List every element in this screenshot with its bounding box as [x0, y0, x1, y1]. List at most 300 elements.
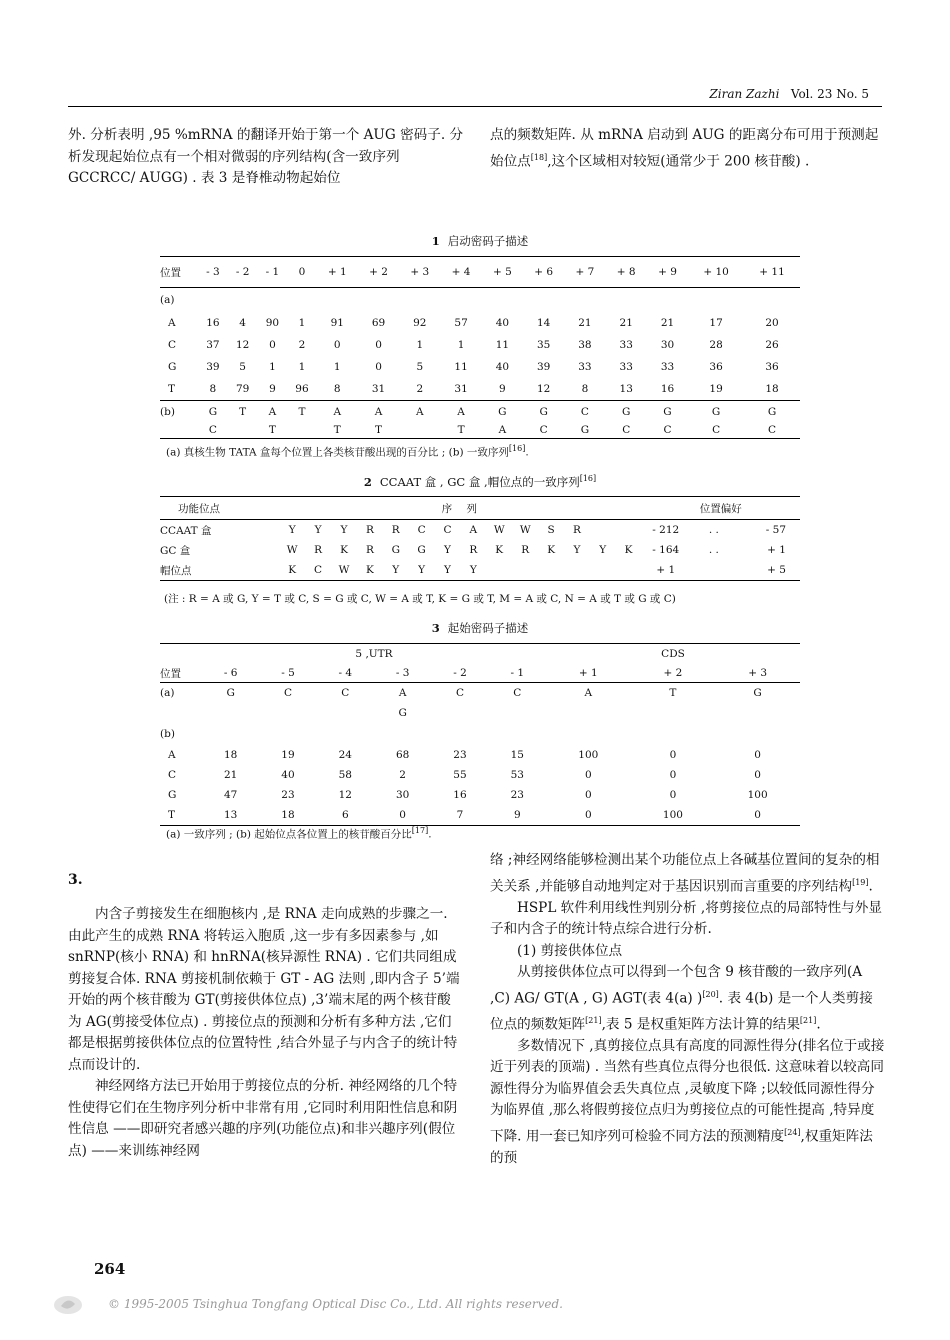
table-cell: A [482, 422, 523, 439]
table-cell: 23 [281, 789, 295, 801]
table-cell: + 4 [440, 257, 481, 288]
table-cell: C [647, 422, 688, 439]
table-cell: 21 [660, 317, 675, 329]
table-cell [546, 703, 631, 723]
page-number: 264 [94, 1260, 126, 1278]
table-cell: 69 [371, 317, 386, 329]
table-cell: G [208, 405, 218, 418]
table-row [160, 785, 800, 805]
table-cell: 40 [495, 361, 510, 373]
table-cell: 92 [413, 317, 427, 329]
table-cell: C [283, 687, 293, 699]
table-cell: - 6 [202, 664, 259, 683]
paragraph: 络 ;神经网络能够检测出某个功能位点上各碱基位置间的复杂的相关关系 ,并能够自动地判定对于基因识别而言重要的序列结构[19]. [490, 852, 880, 895]
table-cell: 33 [578, 361, 592, 373]
table-cell [399, 422, 440, 439]
table-cell: 23 [510, 789, 524, 801]
table-cell: Y [314, 524, 322, 536]
table-cell: . . [708, 544, 719, 556]
table-row [160, 257, 800, 288]
table-cell: - 164 [652, 544, 680, 556]
table-cell: + 5 [738, 560, 800, 581]
table-cell: 5 ,UTR [202, 644, 546, 665]
table-cell: CCAAT 盒 [160, 524, 212, 537]
table-cell: G [663, 405, 672, 418]
table-row [160, 723, 800, 745]
table-cell: 33 [660, 361, 675, 373]
table-cell: 39 [206, 361, 220, 373]
table-cell: 1 [298, 317, 306, 329]
table-cell [590, 560, 616, 581]
table-row [160, 401, 800, 423]
table-cell [564, 560, 590, 581]
table-cell: 13 [202, 805, 259, 826]
table-cell: W [331, 560, 357, 581]
table-cell: 20 [765, 317, 779, 329]
table-cell: G [398, 707, 407, 719]
table-cell: CDS [546, 644, 800, 665]
table-cell [287, 288, 316, 313]
table-cell: C [341, 687, 350, 699]
table-cell: C [606, 422, 647, 439]
table-cell: C [443, 524, 452, 536]
table1 [160, 256, 800, 439]
table-cell: 18 [744, 378, 800, 401]
table-cell: G [753, 687, 762, 699]
table-cell [287, 422, 316, 439]
table-cell: 90 [265, 317, 280, 329]
table-cell: 序 列 [279, 497, 641, 520]
table-cell: G [226, 687, 235, 699]
table-cell: A [457, 405, 465, 418]
table-cell: A [374, 405, 383, 418]
table-cell [489, 703, 546, 723]
table-cell: G [168, 361, 177, 373]
table-cell: - 5 [259, 664, 316, 683]
paragraph: 从剪接供体位点可以得到一个包含 9 核苷酸的一致序列(A ,C) AG/ GT(A , G) AGT(表 4(a) )[20]. 表 4(b) 是一个人类剪接位点的频数矩阵[21],表 5 是权重矩阵方法计算的结果[21]. [490, 964, 873, 1033]
table-cell: 9 [489, 805, 546, 826]
table-cell: (b) [160, 405, 175, 418]
table-cell: G [498, 405, 507, 418]
table-cell: - 2 [228, 257, 258, 288]
running-header [0, 87, 869, 101]
table-cell [606, 288, 647, 313]
table-cell: 30 [395, 789, 410, 801]
table-cell: 33 [619, 339, 633, 351]
table-cell [259, 723, 316, 745]
table-cell: 0 [333, 339, 341, 351]
table-cell [590, 520, 616, 541]
table-cell: 68 [395, 749, 410, 761]
table-cell: + 6 [523, 257, 564, 288]
table-cell: 53 [510, 769, 524, 781]
table-cell [512, 560, 538, 581]
table-cell [688, 288, 744, 313]
bottom-left-column [68, 904, 464, 1162]
table-cell [564, 288, 605, 313]
table-cell: K [495, 544, 504, 556]
table-cell: 11 [495, 339, 510, 351]
table-cell: C [513, 687, 522, 699]
top-right-column [490, 125, 886, 173]
table-cell: 1 [416, 339, 424, 351]
table-cell: - 212 [652, 524, 680, 536]
table-row [160, 422, 800, 439]
table-cell: 21 [619, 317, 633, 329]
table-cell: 100 [631, 805, 716, 826]
table-cell: + 11 [744, 257, 800, 288]
table-cell: R [365, 524, 374, 536]
table-cell: 功能位点 [160, 497, 279, 520]
table-cell: T [669, 687, 677, 699]
table-cell: 0 [287, 257, 316, 288]
table-cell: A [168, 317, 176, 329]
table-cell: K [340, 544, 348, 556]
table-cell: W [493, 524, 505, 536]
table-cell: - 3 [198, 257, 228, 288]
table-cell: 37 [206, 339, 220, 351]
table-row [160, 540, 800, 560]
table-cell [358, 288, 399, 313]
table-cell [440, 288, 481, 313]
table-cell: A [268, 405, 277, 418]
table-cell: T [160, 805, 202, 826]
table-cell: C [168, 339, 177, 351]
table-cell: G [622, 405, 631, 418]
table-cell [482, 288, 523, 313]
table-cell [317, 723, 374, 745]
table-cell: 0 [669, 769, 677, 781]
paragraph: 多数情况下 ,真剪接位点具有高度的同源性得分(排名位于或接近于列表的顶端) . 当然有些真位点得分也很低. 这意味着以较高同源性得分为临界值会丢失真位点 ,灵敏度下降 ;以较低同源性得分为临界值 ,那么将假剪接位点归为剪接位点的可能性提高 ,特异度下降. 用一套已知序列可检验不同方法的预测精度[24],权重矩阵法的预 [490, 1037, 885, 1166]
table-cell: 位置 [160, 257, 198, 288]
table-cell: S [547, 524, 555, 536]
table-cell [317, 288, 358, 313]
table-cell: W [519, 524, 531, 536]
table-cell: 26 [765, 339, 779, 351]
table-row [160, 745, 800, 765]
table-cell: 0 [375, 339, 382, 351]
table-cell: 24 [338, 749, 352, 761]
table-cell: 9 [258, 378, 288, 401]
table-cell [546, 723, 631, 745]
table-cell [538, 560, 564, 581]
table-cell [259, 703, 316, 723]
table-cell: 47 [223, 789, 238, 801]
table-cell: Y [288, 524, 296, 536]
table-cell: T [298, 405, 306, 418]
table-cell: - 1 [258, 257, 288, 288]
table-cell: A [469, 524, 478, 536]
table-cell [715, 723, 800, 745]
table-cell: C [168, 769, 177, 781]
table-cell: 6 [317, 805, 374, 826]
table-cell: 12 [338, 789, 352, 801]
table-cell: 91 [330, 317, 344, 329]
table-cell [715, 703, 800, 723]
table-cell: Y [460, 560, 486, 581]
table-cell: . . [708, 524, 719, 536]
table-cell: C [305, 560, 331, 581]
table-row [160, 644, 800, 665]
table-cell: 31 [358, 378, 399, 401]
table-cell [202, 703, 259, 723]
table-cell: 12 [235, 339, 250, 351]
table3-caption: 3 起始密码子描述 [431, 621, 529, 635]
table-cell: (b) [160, 728, 175, 740]
table-cell: T [440, 422, 481, 439]
bottom-right-column [490, 850, 886, 1169]
table-cell: + 8 [606, 257, 647, 288]
table-cell: A [584, 687, 593, 699]
table-row [160, 356, 800, 378]
table-cell [744, 288, 800, 313]
table-cell: 36 [765, 361, 779, 373]
table-row [160, 765, 800, 785]
table-cell: A [398, 687, 407, 699]
header-rule [68, 106, 882, 107]
table-row [160, 805, 800, 826]
table-cell: 36 [709, 361, 723, 373]
table2 [160, 496, 800, 581]
paragraph: 内含子剪接发生在细胞核内 ,是 RNA 走向成熟的步骤之一. 由此产生的成熟 RNA 将转运入胞质 ,这一步有多因素参与 ,如 snRNP(核小 RNA) 和 hnRNA(核异源性 RNA) . 它们共同组成剪接复合体. RNA 剪接机制依赖于 GT - AG 法则 ,即内含子 5’端开始的两个核苷酸为 GT(剪接供体位点) ,3’端末尾的两个核苷酸为 AG(剪接受体位点) . 剪接位点的预测和分析有多种方法 ,它们都是根据剪接供体位点的位置特性 ,结合外显子与内含子的统计特点而设计的. [68, 906, 460, 1073]
table-cell: 0 [584, 769, 592, 781]
table-cell: 帽位点 [160, 560, 279, 581]
table-cell [202, 723, 259, 745]
table-cell: K [547, 544, 556, 556]
table-cell: 0 [546, 805, 631, 826]
table-cell [690, 560, 738, 581]
table-cell: 23 [453, 749, 467, 761]
table-cell: 2 [399, 378, 440, 401]
volume-info: Vol. 23 No. 5 [790, 87, 869, 101]
table-cell: + 3 [399, 257, 440, 288]
table-cell: C [417, 524, 426, 536]
table-cell: Y [599, 544, 607, 556]
table3 [160, 643, 800, 826]
table-cell: Y [340, 524, 348, 536]
table-cell: 11 [454, 361, 468, 373]
table2-caption: 2 CCAAT 盒 , GC 盒 ,帽位点的一致序列[16] [363, 474, 597, 489]
table-cell [228, 422, 258, 439]
table-cell: C [198, 422, 228, 439]
table-cell: G [391, 544, 400, 556]
table-cell [317, 703, 374, 723]
table-cell [523, 288, 564, 313]
table-cell: GC 盒 [160, 544, 191, 557]
table-cell [631, 723, 716, 745]
table-cell: G [539, 405, 548, 418]
table-cell: 28 [709, 339, 723, 351]
table-cell: G [711, 405, 721, 418]
table-cell: + 1 [641, 560, 690, 581]
table-cell: 1 [457, 339, 465, 351]
table-cell [631, 703, 716, 723]
table-row [160, 683, 800, 704]
subheading: (1) 剪接供体位点 [517, 942, 623, 959]
table-cell: 33 [619, 361, 633, 373]
table-row [160, 664, 800, 683]
table-cell: 16 [453, 789, 467, 801]
table-cell: G [168, 789, 177, 801]
table-cell: 21 [223, 769, 238, 781]
table-cell: 15 [510, 749, 524, 761]
table1-note: (a) 真核生物 TATA 盒每个位置上各类核苷酸出现的百分比 ; (b) 一致序列[16]. [166, 444, 529, 459]
table-cell: 位置 [160, 664, 202, 683]
table-cell: + 1 [317, 257, 358, 288]
table-cell [647, 288, 688, 313]
table-cell: R [469, 544, 478, 556]
table-cell [616, 520, 642, 541]
table-cell: 0 [269, 339, 276, 351]
table-cell: 2 [399, 769, 406, 781]
table-cell: T [160, 378, 198, 401]
table-cell: 100 [747, 789, 768, 801]
table-cell: C [744, 422, 800, 439]
table-cell: (a) [160, 294, 175, 306]
table-cell: T [258, 422, 288, 439]
table-cell: - 2 [431, 664, 488, 683]
table-cell: C [455, 687, 464, 699]
table-cell: 38 [578, 339, 592, 351]
table-cell: 4 [239, 317, 246, 329]
table-cell [489, 723, 546, 745]
table-cell: 0 [754, 769, 761, 781]
table-cell: 30 [660, 339, 675, 351]
table-cell: K [357, 560, 383, 581]
table-cell: 19 [281, 749, 295, 761]
table-cell [431, 703, 488, 723]
table-cell: 0 [374, 805, 431, 826]
paragraph: 神经网络方法已开始用于剪接位点的分析. 神经网络的几个特性使得它们在生物序列分析中非常有用 ,它同时利用阳性信息和阴性信息 ——即研究者感兴趣的序列(功能位点)和非兴趣序列(假位点) ——来训练神经网 [68, 1078, 458, 1159]
table-cell: - 3 [374, 664, 431, 683]
table-cell: Y [435, 560, 461, 581]
table-cell: 58 [338, 769, 352, 781]
table-cell: K [624, 544, 633, 556]
table-cell: + 2 [631, 664, 716, 683]
top-left-column [68, 125, 464, 190]
table-cell: 100 [578, 749, 599, 761]
table-cell: + 10 [688, 257, 744, 288]
table-cell: - 4 [317, 664, 374, 683]
section-heading: 3. [68, 872, 83, 888]
table-cell: 8 [198, 378, 228, 401]
table-cell [431, 723, 488, 745]
table-cell: 14 [536, 317, 551, 329]
table-cell: C [688, 422, 744, 439]
publisher-logo-icon [52, 1292, 84, 1316]
table-cell: 5 [239, 361, 246, 373]
table-cell: T [317, 422, 358, 439]
table-cell: 21 [578, 317, 592, 329]
table1-caption: 1 启动密码子描述 [431, 234, 529, 248]
table-cell: Y [409, 560, 435, 581]
table-cell [399, 288, 440, 313]
table-cell: 39 [536, 361, 551, 373]
table-cell [258, 288, 288, 313]
table-row [160, 497, 800, 520]
table-cell: 0 [669, 789, 677, 801]
table-cell: A [168, 749, 176, 761]
table-cell: 40 [281, 769, 295, 781]
table-cell: R [573, 524, 581, 536]
table-cell [228, 288, 258, 313]
table-row [160, 312, 800, 334]
table-cell: K [279, 560, 305, 581]
table-cell: 1 [298, 361, 306, 373]
table-cell: 18 [223, 749, 238, 761]
table-cell: G [417, 544, 426, 556]
table-cell: 0 [715, 805, 800, 826]
table-cell: + 1 [767, 544, 786, 556]
table-cell: 2 [298, 339, 306, 351]
table-cell: 13 [606, 378, 647, 401]
table-cell: 0 [584, 789, 592, 801]
table-cell: R [391, 524, 400, 536]
table-cell [198, 288, 228, 313]
top-left-text: 外. 分析表明 ,95 %mRNA 的翻译开始于第一个 AUG 密码子. 分析发现起始位点有一个相对微弱的序列结构(含一致序列 GCCRCC/ AUGG) . 表 3 是脊椎动物起始位 [68, 127, 464, 186]
table-cell: + 1 [546, 664, 631, 683]
table-cell: 8 [317, 378, 358, 401]
table-row [160, 288, 800, 313]
table-cell: C [523, 422, 564, 439]
table-cell: 17 [709, 317, 723, 329]
table-cell: 57 [454, 317, 468, 329]
table-cell: 31 [440, 378, 481, 401]
table-row [160, 703, 800, 723]
table-cell: + 7 [564, 257, 605, 288]
table-cell: 16 [647, 378, 688, 401]
table-cell: T [239, 405, 247, 418]
table-cell: 35 [536, 339, 551, 351]
table-row [160, 334, 800, 356]
table-cell [160, 644, 202, 665]
table-row [160, 378, 800, 401]
table-cell: 8 [564, 378, 605, 401]
table-cell: 0 [375, 361, 382, 373]
table-cell: + 5 [482, 257, 523, 288]
table-cell [374, 723, 431, 745]
table-cell: 9 [482, 378, 523, 401]
table-cell: 16 [206, 317, 220, 329]
table-cell: Y [383, 560, 409, 581]
table-cell: 12 [523, 378, 564, 401]
table-cell: + 3 [715, 664, 800, 683]
table-cell: Y [444, 544, 451, 556]
table-cell [160, 422, 198, 439]
citation: [18] [530, 152, 548, 162]
paragraph: HSPL 软件利用线性判别分析 ,将剪接位点的局部特性与外显子和内含子的统计特点综合进行分析. [490, 899, 882, 938]
table-cell: W [286, 544, 298, 556]
table-cell [486, 560, 512, 581]
table-cell: 1 [333, 361, 341, 373]
table-cell: 1 [269, 361, 276, 373]
table-cell: T [358, 422, 399, 439]
table-cell: 0 [754, 749, 761, 761]
top-right-text: 点的频数矩阵. 从 mRNA 启动到 AUG 的距离分布可用于预测起始位点[18],这个区域相对较短(通常少于 200 核苷酸) . [490, 127, 879, 170]
table-cell: 5 [416, 361, 424, 373]
table-cell: 96 [287, 378, 316, 401]
table-row [160, 560, 800, 581]
table-cell: A [416, 405, 424, 418]
table-cell: 18 [259, 805, 316, 826]
table-cell: C [580, 405, 589, 418]
table-cell [160, 703, 202, 723]
table-cell: 19 [688, 378, 744, 401]
table-cell: 55 [453, 769, 467, 781]
table-cell: - 1 [489, 664, 546, 683]
table-cell: 0 [669, 749, 677, 761]
table3-note: (a) 一致序列 ; (b) 起始位点各位置上的核苷酸百分比[17]. [166, 826, 432, 841]
